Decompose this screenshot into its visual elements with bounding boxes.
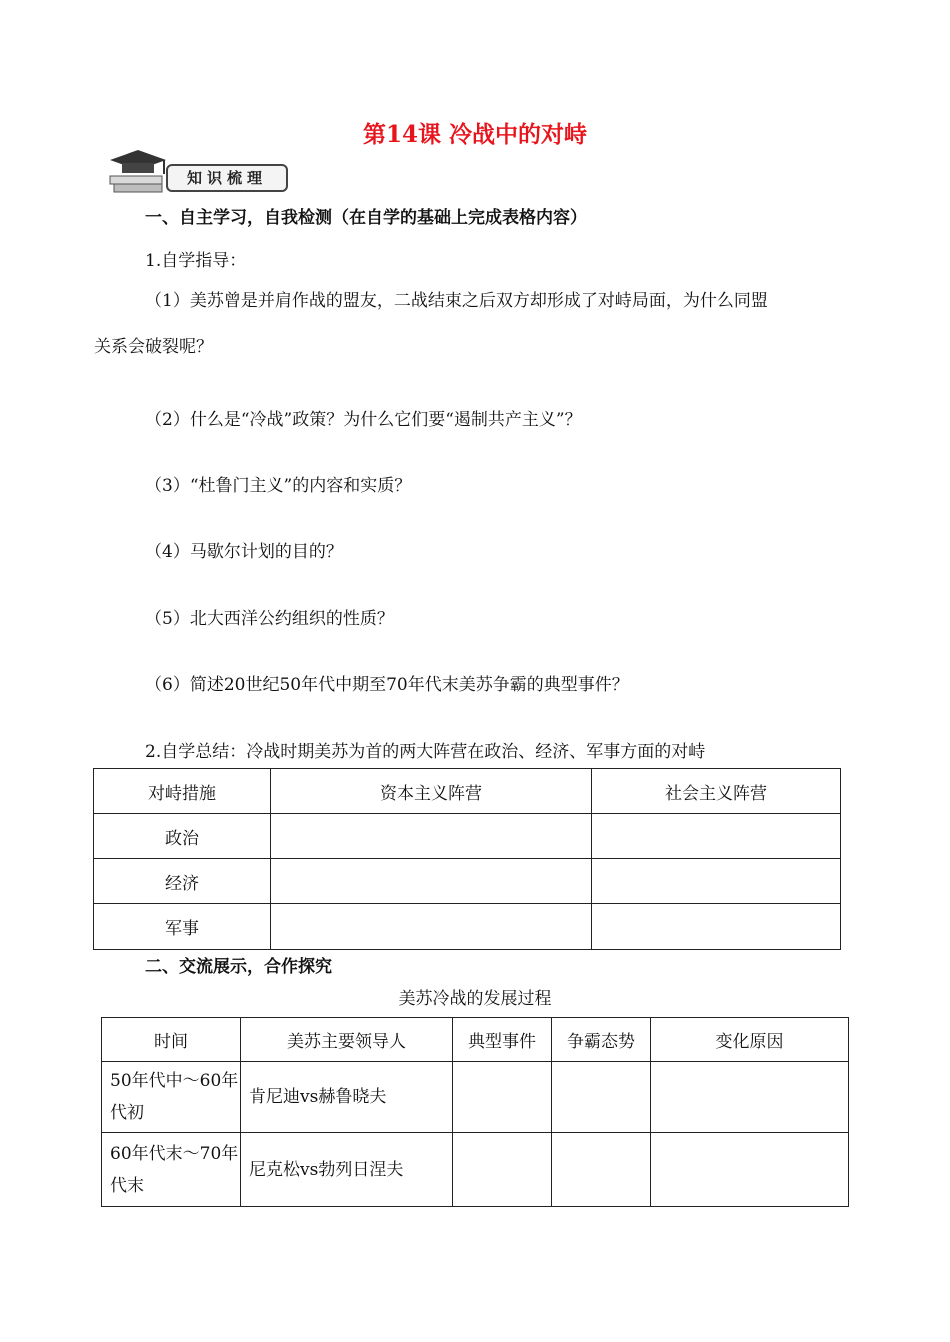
table-header: 时间 bbox=[102, 1018, 241, 1062]
table-row bbox=[94, 814, 841, 859]
question-4: （4）马歇尔计划的目的？ bbox=[145, 542, 343, 562]
section1-heading: 一、自主学习，自我检测（在自学的基础上完成表格内容） bbox=[145, 208, 587, 228]
table-row bbox=[94, 904, 841, 950]
summary-heading: 2.自学总结：冷战时期美苏为首的两大阵营在政治、经济、军事方面的对峙 bbox=[145, 742, 706, 762]
leaders-cell: 尼克松vs勃列日涅夫 bbox=[241, 1133, 453, 1207]
table-row bbox=[102, 1062, 849, 1133]
page-title: 第14课 冷战中的对峙 bbox=[362, 121, 587, 148]
time-cell: 50年代中～60年代初 bbox=[102, 1062, 241, 1133]
table-row bbox=[102, 1133, 849, 1207]
confrontation-table bbox=[93, 768, 841, 950]
time-cell: 60年代末～70年代末 bbox=[102, 1133, 241, 1207]
answer-cell[interactable] bbox=[453, 1062, 552, 1133]
row-label: 政治 bbox=[94, 814, 271, 859]
answer-cell[interactable] bbox=[453, 1133, 552, 1207]
cold-war-process-table bbox=[101, 1017, 849, 1207]
table-header: 典型事件 bbox=[453, 1018, 552, 1062]
table-header: 变化原因 bbox=[651, 1018, 849, 1062]
answer-cell[interactable] bbox=[271, 814, 592, 859]
table-header: 社会主义阵营 bbox=[592, 769, 841, 814]
knowledge-badge bbox=[106, 146, 290, 196]
leaders-cell: 肯尼迪vs赫鲁晓夫 bbox=[241, 1062, 453, 1133]
guide-heading: 1.自学指导： bbox=[145, 251, 247, 271]
question-5: （5）北大西洋公约组织的性质？ bbox=[145, 609, 394, 629]
row-label: 经济 bbox=[94, 859, 271, 904]
answer-cell[interactable] bbox=[552, 1062, 651, 1133]
table-header: 资本主义阵营 bbox=[271, 769, 592, 814]
table-header: 美苏主要领导人 bbox=[241, 1018, 453, 1062]
badge-label: 知识梳理 bbox=[166, 164, 288, 192]
answer-cell[interactable] bbox=[592, 859, 841, 904]
answer-cell[interactable] bbox=[271, 904, 592, 950]
table-row bbox=[94, 859, 841, 904]
answer-cell[interactable] bbox=[592, 904, 841, 950]
question-3: （3）“杜鲁门主义”的内容和实质？ bbox=[145, 476, 412, 496]
answer-cell[interactable] bbox=[592, 814, 841, 859]
answer-cell[interactable] bbox=[651, 1062, 849, 1133]
answer-cell[interactable] bbox=[552, 1133, 651, 1207]
question-1-line1: （1）美苏曾是并肩作战的盟友，二战结束之后双方却形成了对峙局面，为什么同盟 bbox=[145, 291, 768, 311]
table-header: 争霸态势 bbox=[552, 1018, 651, 1062]
question-1-line2: 关系会破裂呢？ bbox=[94, 337, 213, 357]
table-header: 对峙措施 bbox=[94, 769, 271, 814]
row-label: 军事 bbox=[94, 904, 271, 950]
question-2: （2）什么是“冷战”政策？为什么它们要“遏制共产主义”？ bbox=[145, 410, 582, 430]
answer-cell[interactable] bbox=[651, 1133, 849, 1207]
answer-cell[interactable] bbox=[271, 859, 592, 904]
section2-heading: 二、交流展示，合作探究 bbox=[145, 957, 332, 977]
table-caption: 美苏冷战的发展过程 bbox=[398, 989, 552, 1009]
question-6: （6）简述20世纪50年代中期至70年代末美苏争霸的典型事件？ bbox=[145, 675, 629, 695]
